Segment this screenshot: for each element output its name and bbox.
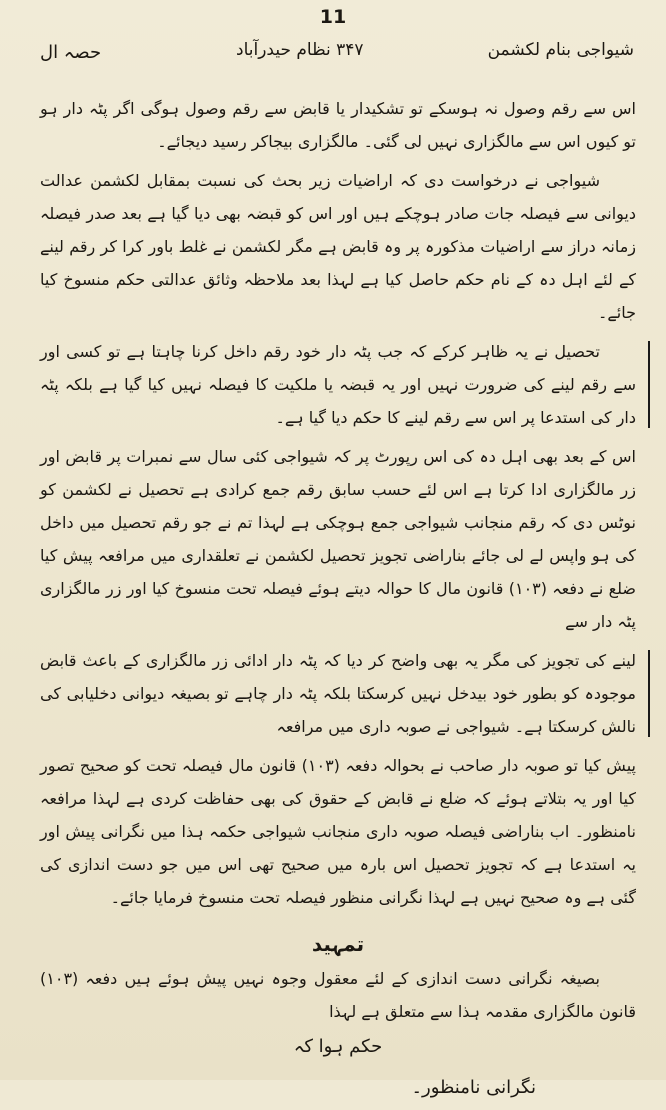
- header-citation: ۳۴۷ نظام حیدرآباد: [236, 40, 364, 60]
- paragraph-6: پیش کیا تو صوبہ دار صاحب نے بحوالہ دفعہ (۱۰۳) قانون مال فیصلہ تحت کو صحیح تصور کیا اور یہ بتلاتے ہوئے کہ ضلع نے قابض کے حقوق کی بھی حفاظت کردی ہے لہذا مرافعہ نامنظور۔ اب بناراضی فیصلہ صوبہ داری منجانب شیواجی حکمہ ہذا میں نگرانی پیش اور یہ استدعا ہے کہ تجویز تحصیل اس بارہ میں صحیح تھی اس میں جو دست اندازی کی گئی ہے وہ صحیح نہیں ہے لہذا نگرانی منظور فیصلہ تحت منسوخ فرمایا جائے۔: [40, 756, 636, 907]
- paragraph-2: شیواجی نے درخواست دی کہ اراضیات زیر بحث کی نسبت بمقابل لکشمن عدالت دیوانی سے فیصلہ جات صادر ہوچکے ہیں اور اس کو قبضہ بھی دیا گیا ہے بعد صدر فیصلہ زمانہ دراز سے اراضیات مذکورہ پر وہ قابض ہے مگر لکشمن نے غلط باور کرا کر رقم لینے کے لئے اہل دہ کے نام حکم حاصل کیا ہے لہذا بعد ملاحظہ وثائق عدالتی حکم منسوخ کیا جائے۔: [40, 171, 636, 322]
- margin-mark: [648, 650, 650, 737]
- paragraph-5: لینے کی تجویز کی مگر یہ بھی واضح کر دیا کہ پٹہ دار ادائی زر مالگزاری کے باعث قابض موجودہ کو بطور خود بیدخل نہیں کرسکتا بلکہ پٹہ دار چاہے تو بصیغہ دیوانی دخلیابی کی نالش کرسکتا ہے۔ شیواجی نے صوبہ داری میں مرافعہ: [40, 651, 636, 736]
- final-order: نگرانی نامنظور۔: [411, 1077, 536, 1098]
- page-header: [26, 6, 640, 76]
- marked-block-2: [40, 644, 636, 743]
- paragraph-3: تحصیل نے یہ ظاہر کرکے کہ جب پٹہ دار خود رقم داخل کرنا چاہتا ہے تو کسی اور سے رقم لینے کی ضرورت نہیں اور یہ قبضہ یا ملکیت کا فیصلہ نہیں کیا گیا ہے بلکہ پٹہ دار کی استدعا پر اس سے رقم لینے کا حکم دیا گیا ہے۔: [40, 342, 636, 427]
- section-heading: تمہید: [311, 932, 365, 956]
- paragraph-4: اس کے بعد بھی اہل دہ کی اس رپورٹ پر کہ شیواجی کئی سال سے نمبرات پر قابض اور زر مالگزاری ادا کرتا ہے اس لئے حسب سابق رقم جمع کرادی ہے تحصیل نے لکشمن کو نوٹس دی کہ رقم منجانب شیواجی جمع ہوچکی ہے لہذا تم نے جو رقم تحصیل میں داخل کی ہو واپس لے لی جائے بناراضی تجویز تحصیل لکشمن نے تعلقداری میں مرافعہ پیش کیا ضلع نے دفعہ (۱۰۳) قانون مال کا حوالہ دیتے ہوئے فیصلہ تحت منسوخ کیا اور زر مالگزاری پٹہ دار سے: [40, 447, 636, 631]
- paragraph-1: اس سے رقم وصول نہ ہوسکے تو تشکیدار یا قابض سے رقم وصول ہوگی اگر پٹہ دار ہو تو کیوں اس سے مالگزاری نہیں لی گئی۔ مالگزاری بیجاکر رسید دیجائے۔: [40, 99, 636, 151]
- marked-block-1: [40, 335, 636, 434]
- order-line: حکم ہوا کہ: [293, 1036, 383, 1057]
- document-body: [40, 92, 636, 1110]
- header-section-label: حصہ ال: [40, 42, 102, 63]
- header-case-title: شیواجی بنام لکشمن: [487, 40, 634, 60]
- margin-mark: [648, 341, 650, 428]
- closing-paragraph: بصیغہ نگرانی دست اندازی کے لئے معقول وجوہ نہیں پیش ہوئے ہیں دفعہ (۱۰۳) قانون مالگزاری مقدمہ ہذا سے متعلق ہے لہذا: [40, 969, 636, 1021]
- page-number: 11: [319, 6, 347, 28]
